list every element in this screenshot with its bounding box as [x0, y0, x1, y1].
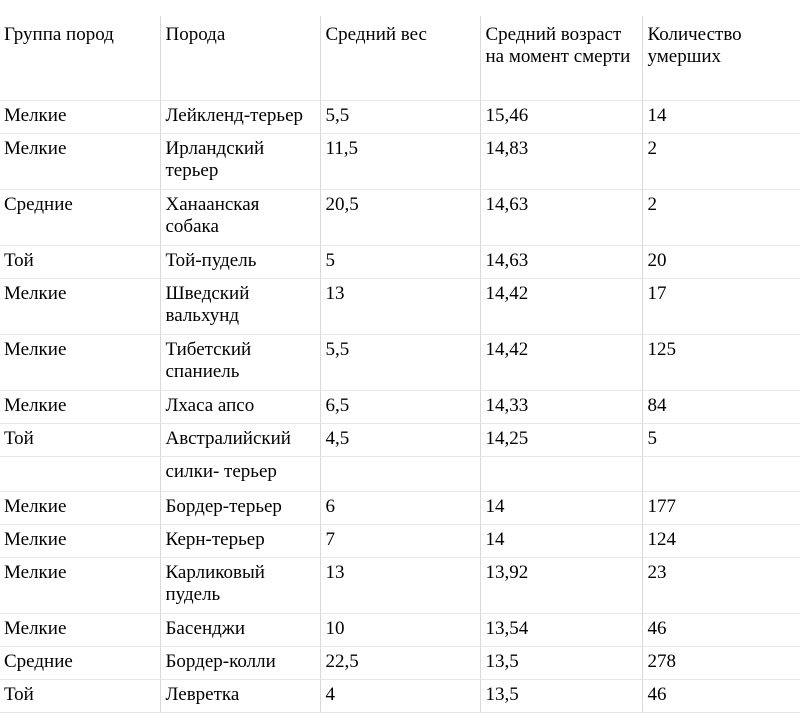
cell-breed: Той-пудель: [160, 246, 320, 279]
cell-weight: 10: [320, 614, 480, 647]
cell-count: 2: [642, 134, 800, 190]
cell-group: Средние: [0, 190, 160, 246]
cell-age: 13,54: [480, 614, 642, 647]
dog-breed-table: [0, 16, 800, 713]
cell-group: Той: [0, 424, 160, 457]
cell-breed: Шведский вальхунд: [160, 279, 320, 335]
table-row: [0, 335, 800, 391]
table-row: [0, 190, 800, 246]
header-breed-group: Группа пород: [0, 16, 160, 101]
cell-weight: 13: [320, 558, 480, 614]
cell-age: 14,42: [480, 335, 642, 391]
cell-weight: 5,5: [320, 101, 480, 134]
cell-age: 15,46: [480, 101, 642, 134]
cell-group: Мелкие: [0, 134, 160, 190]
table-row: [0, 424, 800, 457]
cell-group: [0, 457, 160, 492]
cell-group: Мелкие: [0, 279, 160, 335]
cell-group: Мелкие: [0, 525, 160, 558]
cell-count: 278: [642, 647, 800, 680]
cell-breed: Лхаса апсо: [160, 391, 320, 424]
cell-group: Той: [0, 246, 160, 279]
table-row: [0, 101, 800, 134]
cell-breed: Ирландский терьер: [160, 134, 320, 190]
cell-count: 20: [642, 246, 800, 279]
cell-count: 23: [642, 558, 800, 614]
cell-group: Мелкие: [0, 391, 160, 424]
cell-weight: 4: [320, 680, 480, 713]
cell-breed: Тибетский спаниель: [160, 335, 320, 391]
cell-breed: Басенджи: [160, 614, 320, 647]
cell-weight: 5: [320, 246, 480, 279]
cell-age: 14,42: [480, 279, 642, 335]
cell-weight: 7: [320, 525, 480, 558]
cell-count: 125: [642, 335, 800, 391]
cell-weight: 11,5: [320, 134, 480, 190]
cell-breed: Австралийский: [160, 424, 320, 457]
cell-age: 14,83: [480, 134, 642, 190]
table-row: [0, 647, 800, 680]
cell-age: 13,5: [480, 680, 642, 713]
cell-age: 14: [480, 525, 642, 558]
cell-age: 13,5: [480, 647, 642, 680]
cell-breed: Левретка: [160, 680, 320, 713]
cell-count: 17: [642, 279, 800, 335]
cell-breed: силки- терьер: [160, 457, 320, 492]
cell-count: 14: [642, 101, 800, 134]
cell-age: 14,25: [480, 424, 642, 457]
cell-count: 46: [642, 614, 800, 647]
cell-weight: 4,5: [320, 424, 480, 457]
cell-count: 46: [642, 680, 800, 713]
table-row: [0, 492, 800, 525]
table-row: [0, 279, 800, 335]
cell-weight: [320, 457, 480, 492]
table-row: [0, 525, 800, 558]
cell-count: 84: [642, 391, 800, 424]
cell-breed: Карликовый пудель: [160, 558, 320, 614]
cell-age: 14,33: [480, 391, 642, 424]
header-breed: Порода: [160, 16, 320, 101]
cell-group: Мелкие: [0, 614, 160, 647]
cell-age: 14: [480, 492, 642, 525]
header-avg-age-at-death: Средний возраст на момент смерти: [480, 16, 642, 101]
cell-count: [642, 457, 800, 492]
table-row: [0, 457, 800, 492]
cell-breed: Бордер-колли: [160, 647, 320, 680]
cell-group: Средние: [0, 647, 160, 680]
cell-breed: Лейкленд-терьер: [160, 101, 320, 134]
cell-weight: 6,5: [320, 391, 480, 424]
table-row: [0, 614, 800, 647]
table-row: [0, 680, 800, 713]
header-death-count: Количество умерших: [642, 16, 800, 101]
table-row: [0, 134, 800, 190]
table-header-row: [0, 16, 800, 101]
cell-age: 14,63: [480, 246, 642, 279]
cell-group: Мелкие: [0, 492, 160, 525]
cell-count: 5: [642, 424, 800, 457]
cell-count: 124: [642, 525, 800, 558]
cell-breed: Керн-терьер: [160, 525, 320, 558]
cell-count: 2: [642, 190, 800, 246]
cell-age: 13,92: [480, 558, 642, 614]
cell-weight: 5,5: [320, 335, 480, 391]
cell-weight: 20,5: [320, 190, 480, 246]
cell-group: Мелкие: [0, 101, 160, 134]
cell-weight: 6: [320, 492, 480, 525]
cell-group: Той: [0, 680, 160, 713]
cell-count: 177: [642, 492, 800, 525]
table-row: [0, 558, 800, 614]
table-row: [0, 391, 800, 424]
cell-age: 14,63: [480, 190, 642, 246]
cell-breed: Бордер-терьер: [160, 492, 320, 525]
header-avg-weight: Средний вес: [320, 16, 480, 101]
cell-age: [480, 457, 642, 492]
cell-breed: Ханаанская собака: [160, 190, 320, 246]
cell-weight: 13: [320, 279, 480, 335]
table-row: [0, 246, 800, 279]
cell-group: Мелкие: [0, 558, 160, 614]
cell-weight: 22,5: [320, 647, 480, 680]
cell-group: Мелкие: [0, 335, 160, 391]
